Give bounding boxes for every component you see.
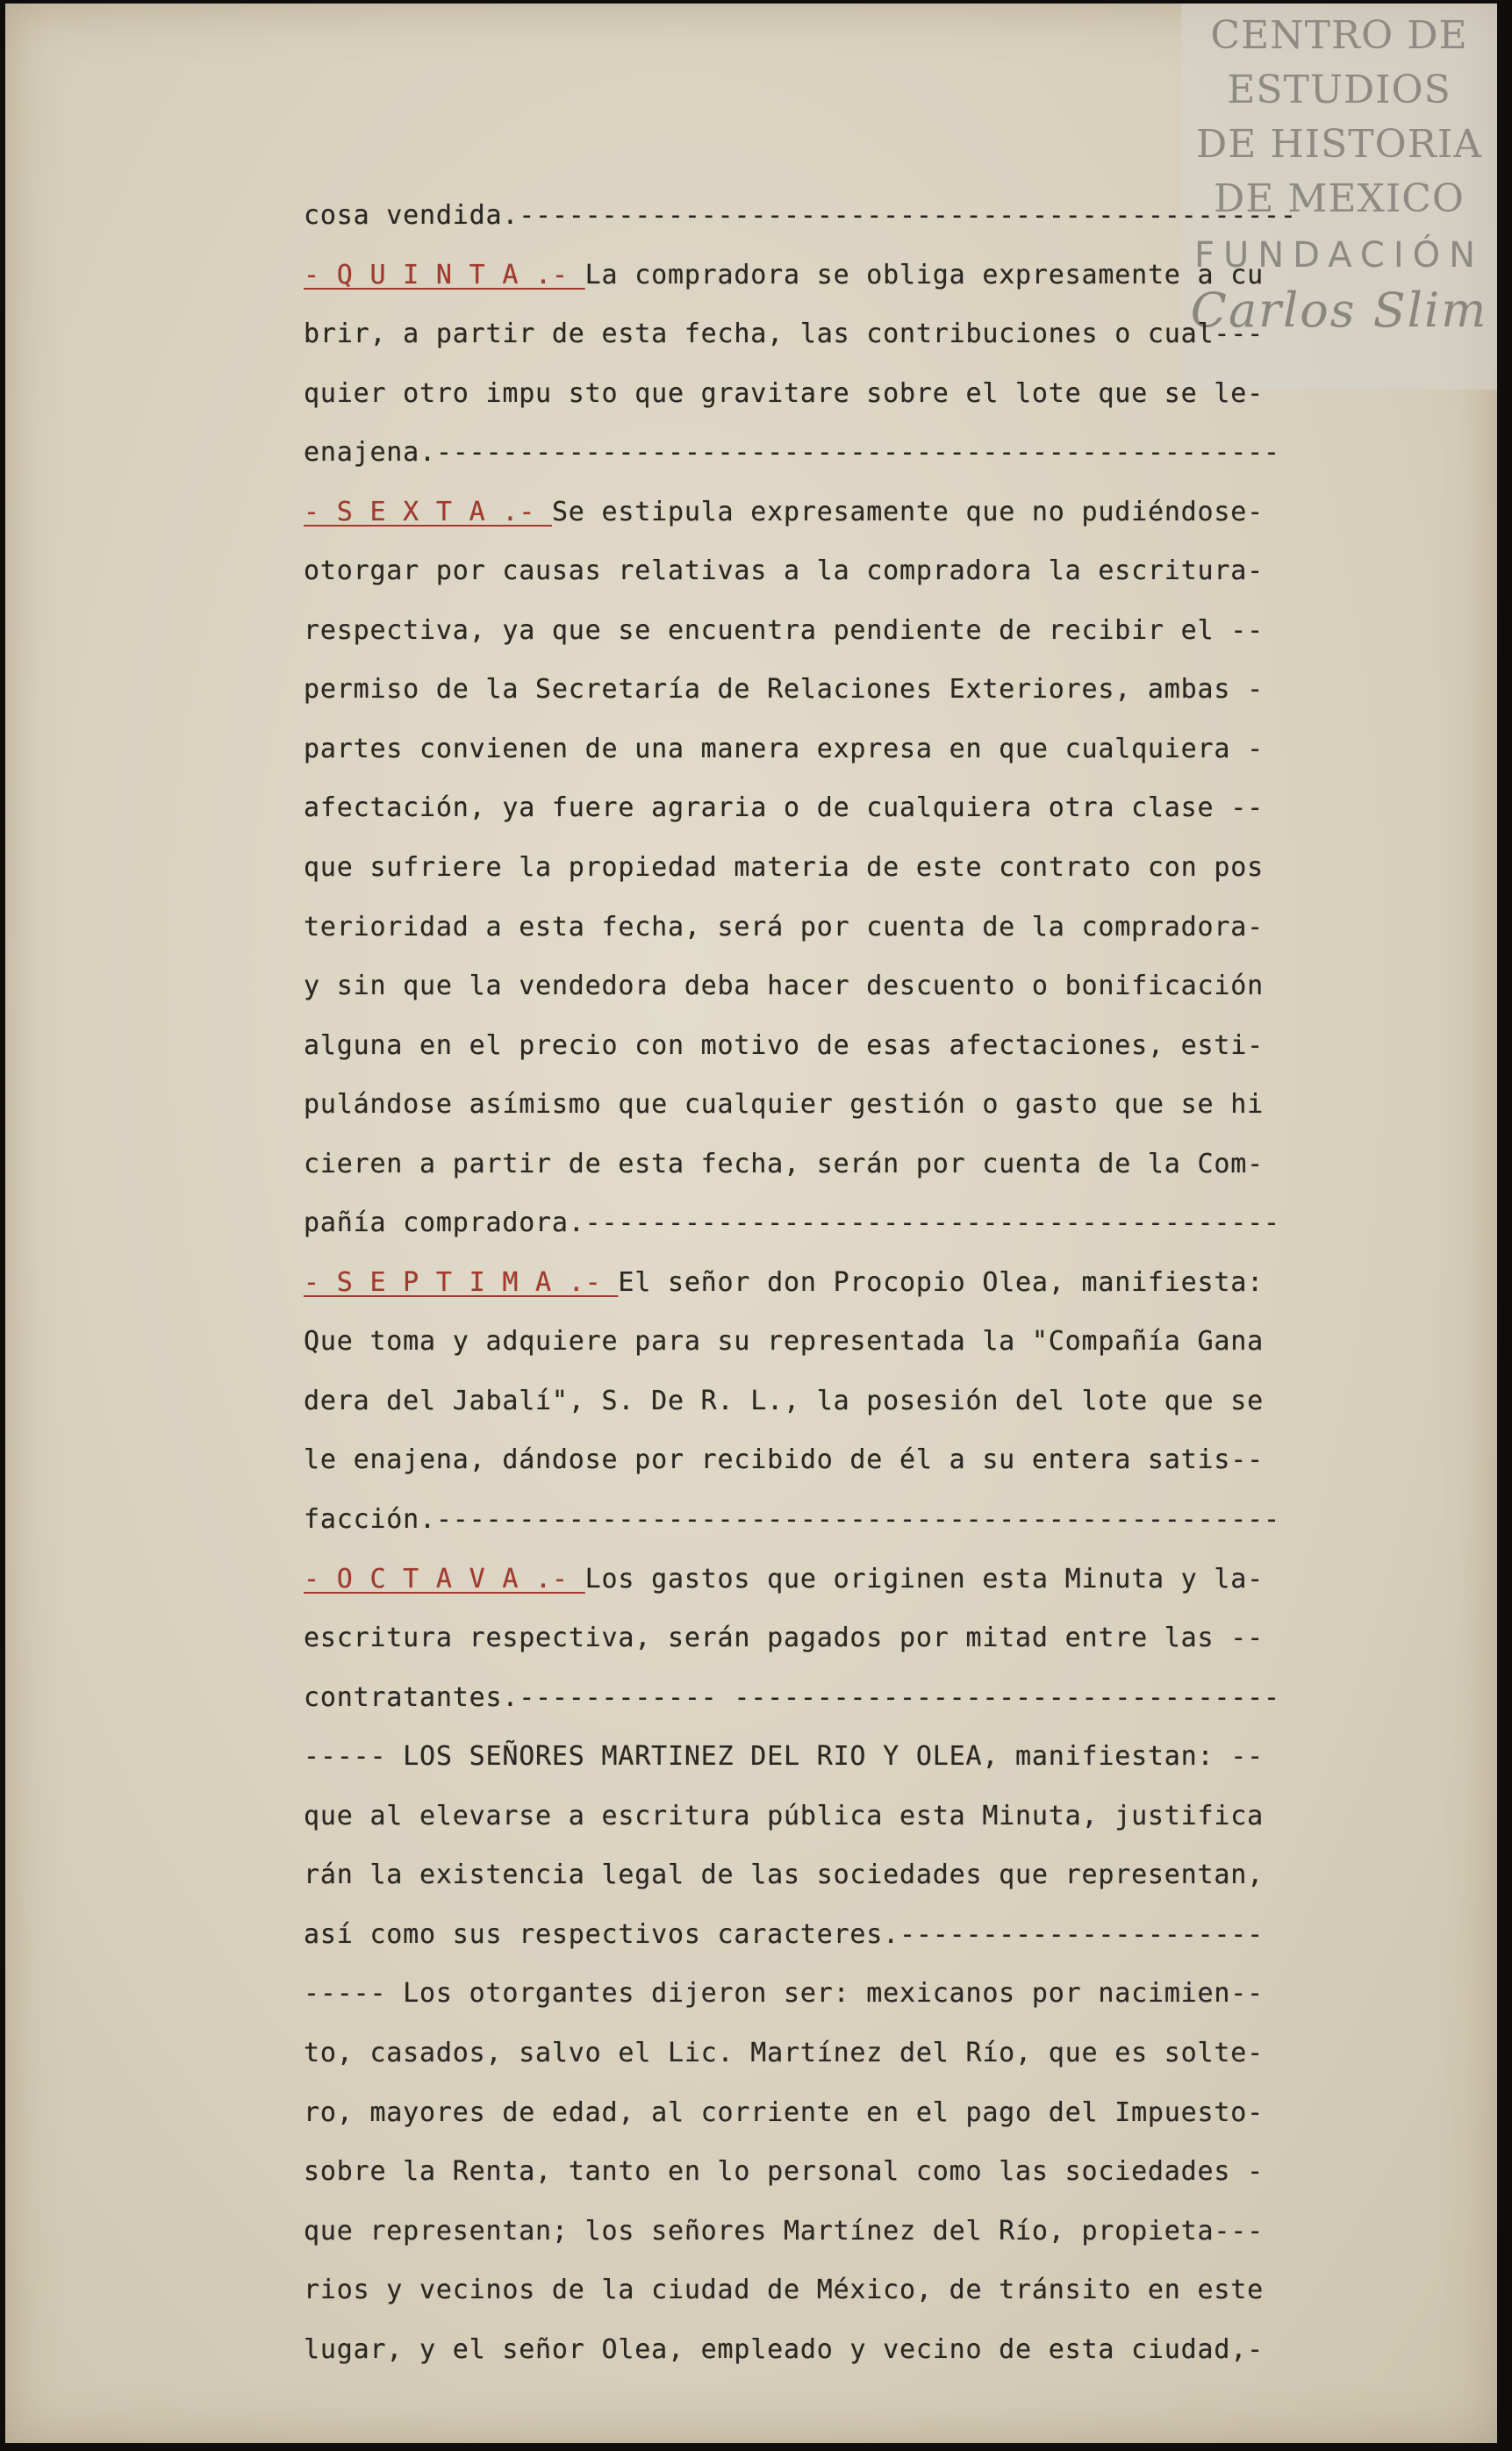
stamp-line: DE HISTORIA: [1196, 122, 1482, 167]
document-line: [304, 957, 1365, 1016]
document-line: [304, 1609, 1365, 1668]
line-text: Los gastos que originen esta Minuta y la-: [584, 1563, 1264, 1595]
document-line: [304, 1668, 1365, 1728]
document-line: [304, 1312, 1365, 1372]
line-text: brir, a partir de esta fecha, las contribuciones o cual---: [304, 319, 1264, 350]
document-line: [304, 1016, 1365, 1076]
clause-heading: - S E P T I M A .-: [304, 1266, 619, 1298]
document-line: [304, 1193, 1365, 1253]
line-text: ----- Los otorgantes dijeron ser: mexicanos por nacimien--: [304, 1978, 1264, 2010]
line-text: partes convienen de una manera expresa en que cualquiera -: [304, 733, 1264, 764]
line-text: rán la existencia legal de las sociedades que representan,: [304, 1860, 1264, 1891]
line-text: ----- LOS SEÑORES MARTINEZ DEL RIO Y OLEA, manifiestan: --: [304, 1741, 1264, 1773]
line-text: quier otro impu sto que gravitare sobre el lote que se le-: [304, 377, 1264, 409]
document-line: [304, 1075, 1365, 1135]
clause-heading: - S E X T A .-: [304, 496, 552, 527]
line-text: Se estipula expresamente que no pudiéndose-: [551, 496, 1264, 527]
line-text: que al elevarse a escritura pública esta Minuta, justifica: [304, 1800, 1264, 1831]
document-line: [304, 2320, 1365, 2380]
stamp-line: ESTUDIOS: [1227, 68, 1451, 112]
line-text: alguna en el precio con motivo de esas afectaciones, esti-: [304, 1029, 1264, 1061]
document-line: [304, 2202, 1365, 2261]
line-text: le enajena, dándose por recibido de él a su entera satis--: [304, 1444, 1264, 1476]
document-line: [304, 2024, 1365, 2083]
document-line: [304, 1372, 1365, 1431]
document-line: [304, 1964, 1365, 2024]
line-text: afectación, ya fuere agraria o de cualquiera otra clase --: [304, 792, 1264, 824]
line-text: y sin que la vendedora deba hacer descuento o bonificación: [304, 971, 1264, 1002]
line-text: respectiva, ya que se encuentra pendiente de recibir el --: [304, 614, 1264, 646]
document-line: [304, 778, 1365, 838]
line-text: que sufriere la propiedad materia de este contrato con pos: [304, 852, 1264, 884]
document-line: [304, 601, 1365, 661]
document-line: [304, 720, 1365, 779]
document-line: [304, 364, 1365, 424]
line-text: contratantes.------------ ---------------------------------: [304, 1681, 1280, 1713]
document-line: [304, 1905, 1365, 1965]
line-text: cosa vendida.-----------------------------------------------: [304, 200, 1297, 231]
document-line: [304, 246, 1365, 305]
line-text: sobre la Renta, tanto en lo personal como las sociedades -: [304, 2156, 1264, 2188]
document-line: [304, 1135, 1365, 1194]
stamp-line: DE MEXICO: [1214, 176, 1465, 221]
document-line: [304, 2142, 1365, 2202]
line-text: El señor don Procopio Olea, manifiesta:: [618, 1266, 1264, 1298]
document-line: [304, 660, 1365, 720]
line-text: así como sus respectivos caracteres.----------------------: [304, 1918, 1264, 1950]
document-line: [304, 2261, 1365, 2320]
document-line: [304, 1550, 1365, 1609]
line-text: ro, mayores de edad, al corriente en el pago del Impuesto-: [304, 2096, 1264, 2128]
typewritten-text-block: [304, 186, 1365, 2379]
line-text: lugar, y el señor Olea, empleado y vecino de esta ciudad,-: [304, 2333, 1264, 2365]
line-text: permiso de la Secretaría de Relaciones Exteriores, ambas -: [304, 674, 1264, 706]
clause-heading: - Q U I N T A .-: [304, 259, 585, 290]
line-text: que representan; los señores Martínez del Río, propieta---: [304, 2215, 1264, 2247]
document-line: [304, 898, 1365, 957]
line-text: dera del Jabalí", S. De R. L., la posesión del lote que se: [304, 1385, 1264, 1416]
line-text: pañía compradora.------------------------------------------: [304, 1208, 1280, 1239]
line-text: to, casados, salvo el Lic. Martínez del Río, que es solte-: [304, 2037, 1264, 2068]
document-line: [304, 305, 1365, 364]
document-line: [304, 1253, 1365, 1313]
stamp-line: CENTRO DE: [1210, 13, 1468, 58]
document-line: [304, 423, 1365, 483]
document-page: [5, 4, 1497, 2443]
document-line: [304, 838, 1365, 898]
document-line: [304, 2083, 1365, 2143]
document-line: [304, 1845, 1365, 1905]
line-text: escritura respectiva, serán pagados por mitad entre las --: [304, 1623, 1264, 1654]
line-text: terioridad a esta fecha, será por cuenta de la compradora-: [304, 911, 1264, 942]
line-text: Que toma y adquiere para su representada la "Compañía Gana: [304, 1326, 1264, 1358]
line-text: La compradora se obliga expresamente a cu: [584, 259, 1264, 290]
stamp-fundacion: FUNDACIÓN: [1193, 235, 1485, 276]
document-line: [304, 1430, 1365, 1490]
stamp-signature: Carlos Slim: [1190, 283, 1488, 338]
document-line: [304, 186, 1365, 246]
line-text: facción.---------------------------------------------------: [304, 1504, 1280, 1536]
document-line: [304, 1490, 1365, 1550]
document-line: [304, 1727, 1365, 1787]
line-text: enajena.---------------------------------------------------: [304, 437, 1280, 469]
line-text: pulándose asímismo que cualquier gestión o gasto que se hi: [304, 1089, 1264, 1121]
document-line: [304, 1787, 1365, 1846]
line-text: rios y vecinos de la ciudad de México, de tránsito en este: [304, 2275, 1264, 2306]
clause-heading: - O C T A V A .-: [304, 1563, 585, 1595]
line-text: otorgar por causas relativas a la compradora la escritura-: [304, 555, 1264, 587]
document-line: [304, 541, 1365, 601]
line-text: cieren a partir de esta fecha, serán por cuenta de la Com-: [304, 1148, 1264, 1179]
document-line: [304, 483, 1365, 542]
